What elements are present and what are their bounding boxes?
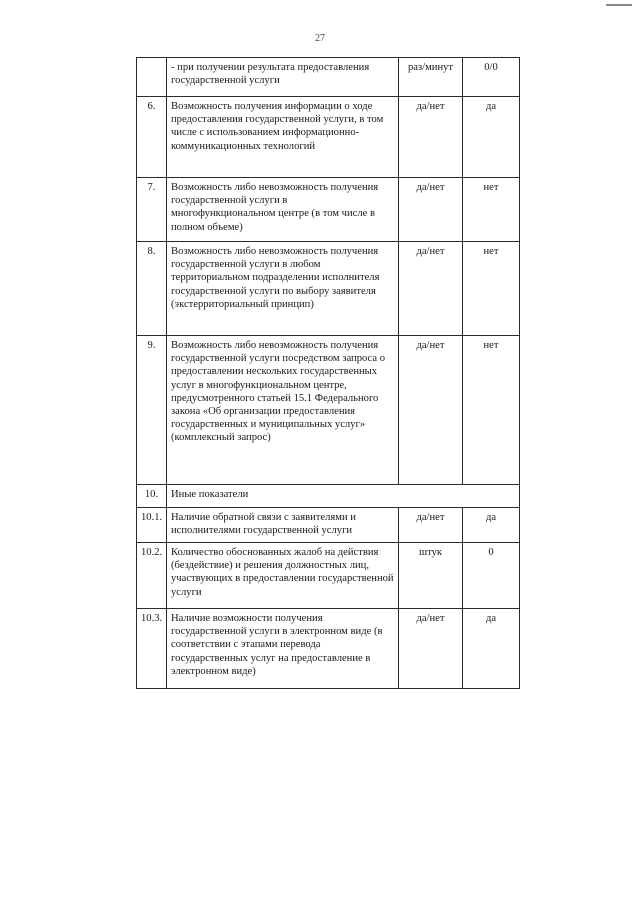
indicator-text: Возможность либо невозможность получения государственной услуги в многофункциональном центре (в том числе в полном объеме) — [167, 178, 399, 242]
value-cell: да — [463, 97, 520, 178]
indicator-text: - при получении результата предоставления государственной услуги — [167, 58, 399, 97]
unit-cell: да/нет — [399, 97, 463, 178]
indicator-text: Наличие обратной связи с заявителями и исполнителями государственной услуги — [167, 508, 399, 543]
row-number: 6. — [137, 97, 167, 178]
row-number — [137, 58, 167, 97]
indicators-table — [136, 57, 520, 689]
table-row — [137, 58, 520, 97]
table-row — [137, 97, 520, 178]
indicator-text: Возможность либо невозможность получения государственной услуги посредством запроса о предоставлении нескольких государственных услуг в многофункциональном центре, предусмотренного статьей 15.1 Федерального закона «Об организации предоставления государственных и муниципальных услуг» (комплексный запрос) — [167, 336, 399, 485]
value-cell: нет — [463, 242, 520, 336]
table-row — [137, 609, 520, 689]
value-cell: да — [463, 508, 520, 543]
section-title: Иные показатели — [167, 485, 520, 508]
value-cell: нет — [463, 336, 520, 485]
page-number: 27 — [315, 33, 325, 44]
value-cell: нет — [463, 178, 520, 242]
table-row — [137, 508, 520, 543]
indicator-text: Возможность либо невозможность получения государственной услуги в любом территориальном подразделении исполнителя государственной услуги по выбору заявителя (экстерриториальный принцип) — [167, 242, 399, 336]
indicator-text: Количество обоснованных жалоб на действия (бездействие) и решения должностных лиц, участвующих в предоставлении государственной услуги — [167, 543, 399, 609]
unit-cell: да/нет — [399, 178, 463, 242]
table-row — [137, 178, 520, 242]
table-row — [137, 543, 520, 609]
unit-cell: да/нет — [399, 336, 463, 485]
row-number: 9. — [137, 336, 167, 485]
value-cell: да — [463, 609, 520, 689]
table-row — [137, 242, 520, 336]
row-number: 8. — [137, 242, 167, 336]
row-number: 7. — [137, 178, 167, 242]
unit-cell: да/нет — [399, 508, 463, 543]
scan-mark — [606, 4, 632, 6]
value-cell: 0 — [463, 543, 520, 609]
unit-cell: да/нет — [399, 242, 463, 336]
row-number: 10.1. — [137, 508, 167, 543]
table-row — [137, 336, 520, 485]
section-row — [137, 485, 520, 508]
unit-cell: раз/минут — [399, 58, 463, 97]
value-cell: 0/0 — [463, 58, 520, 97]
unit-cell: штук — [399, 543, 463, 609]
unit-cell: да/нет — [399, 609, 463, 689]
row-number: 10.2. — [137, 543, 167, 609]
row-number: 10. — [137, 485, 167, 508]
indicator-text: Наличие возможности получения государственной услуги в электронном виде (в соответствии с этапами перевода государственных услуг на предоставление в электронном виде) — [167, 609, 399, 689]
row-number: 10.3. — [137, 609, 167, 689]
indicator-text: Возможность получения информации о ходе предоставления государственной услуги, в том числе с использованием информационно-коммуникационных технологий — [167, 97, 399, 178]
